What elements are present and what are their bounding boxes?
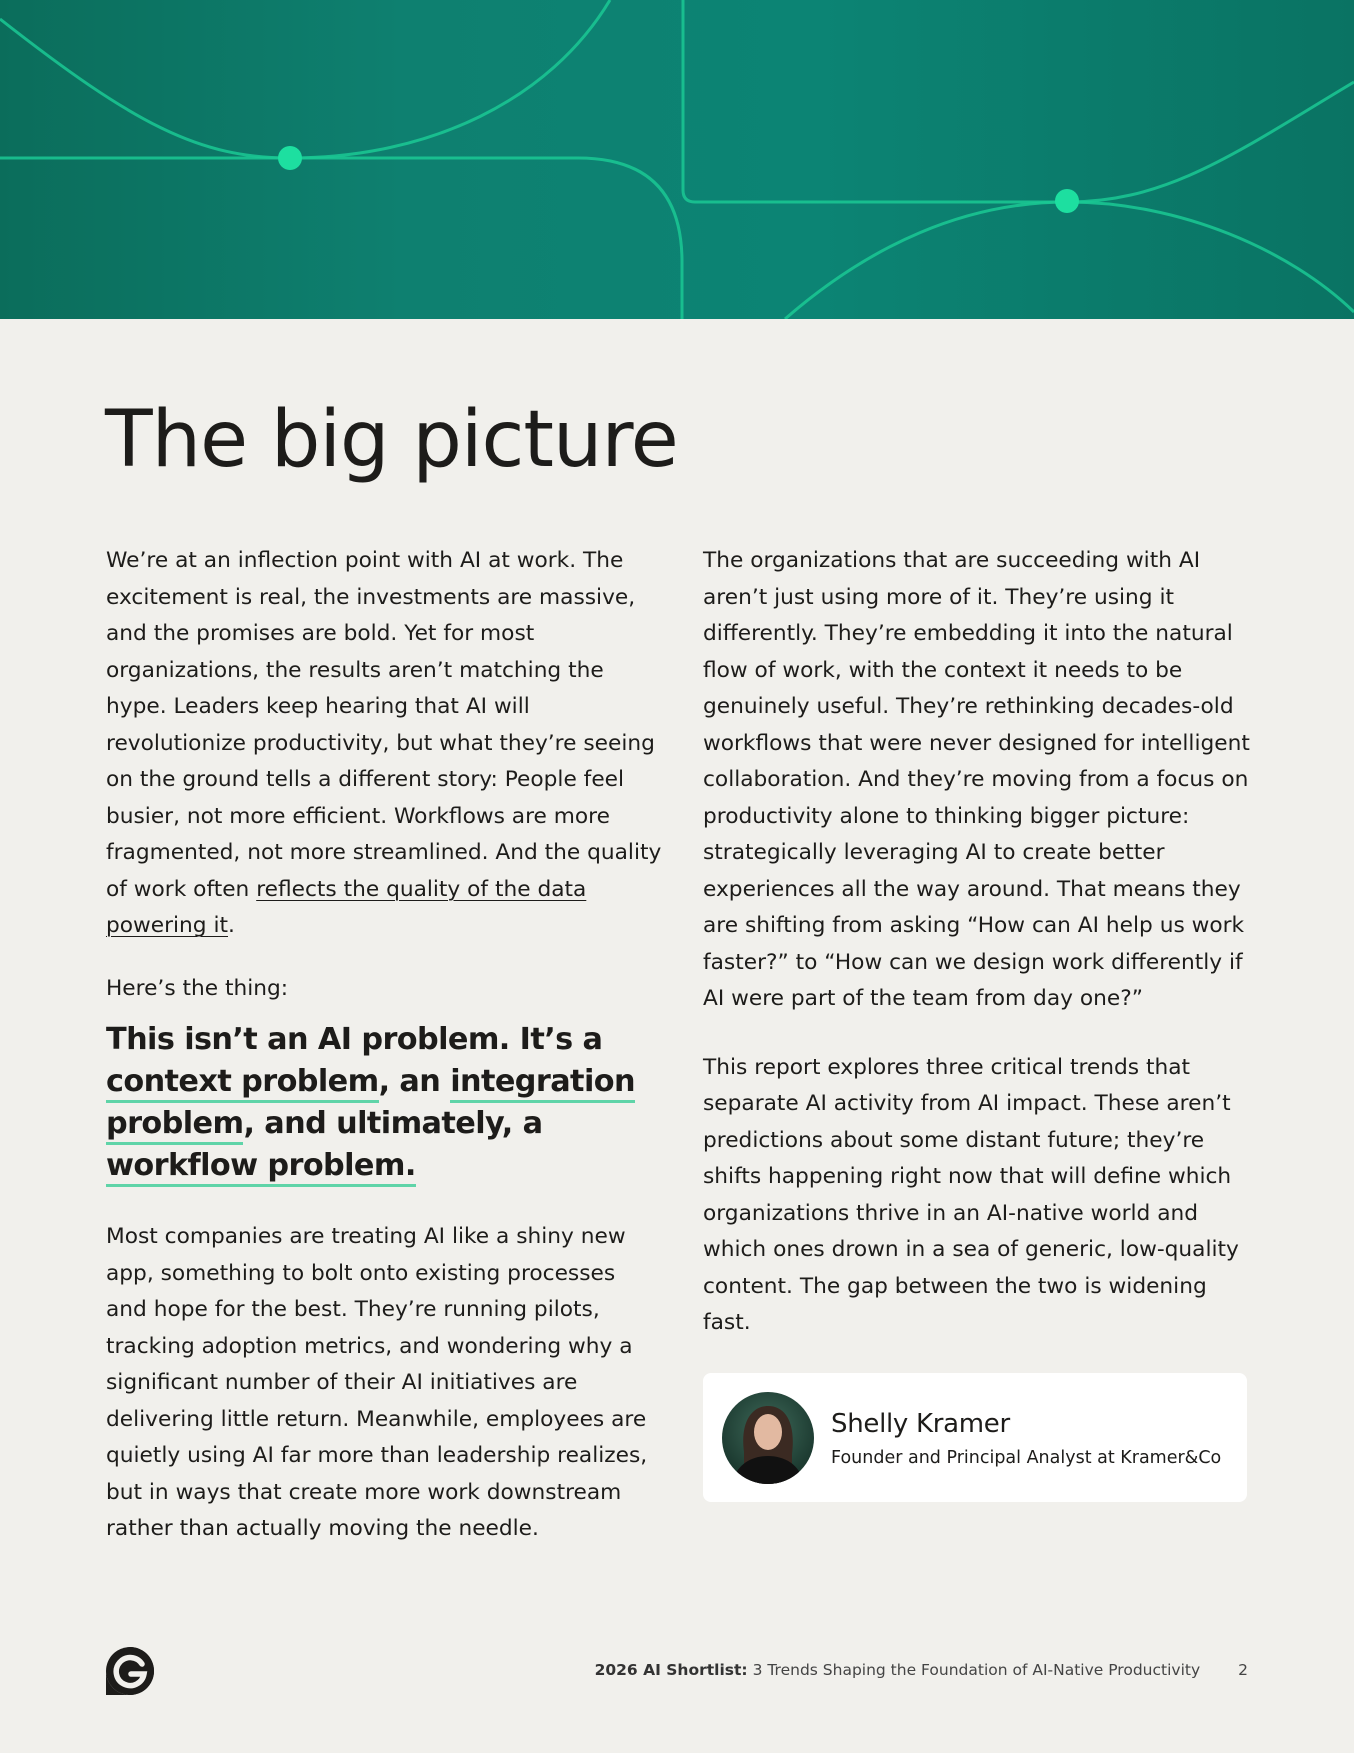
lead-in-text: Here’s the thing: (106, 975, 289, 1001)
organizations-paragraph: The organizations that are succeeding with AI aren’t just using more of it. They’re using it differently. They’re embedding it into the natural flow of work, with the context it needs to be genuinely useful. They’re rethinking decades-old workflows that were never designed for intelligent collaboration. And they’re moving from a focus on productivity alone to thinking bigger picture: strategically leveraging AI to create better experiences all the way around. That means they are shifting from asking “How can AI help us work faster?” to “How can we design work differently if AI were part of the team from day one?” (703, 548, 1250, 1011)
pull-quote-part3: , and ultimately, a (243, 1106, 543, 1141)
footer-report-title (595, 1661, 1201, 1679)
pull-quote-part2: , an (378, 1064, 451, 1099)
pull-quote (106, 1019, 662, 1187)
footer (595, 1661, 1248, 1679)
highlight-integration-problem: integration problem (106, 1064, 635, 1145)
hero-pattern (0, 0, 1354, 319)
page-number: 2 (1238, 1661, 1248, 1679)
report-paragraph: This report explores three critical trends that separate AI activity from AI impact. These aren’t predictions about some distant future; they’re shifts happening right now that will define which organizations thrive in an AI-native world and which ones drown in a sea of generic, low-quality content. The gap between the two is widening fast. (703, 1054, 1239, 1335)
pull-quote-part1: This isn’t an AI problem. It’s a (106, 1022, 603, 1057)
portrait-image (722, 1392, 814, 1484)
page-title: The big picture (105, 395, 678, 485)
hero-banner (0, 0, 1354, 319)
grammarly-logo-icon (105, 1646, 155, 1696)
footer-report-title-bold: 2026 AI Shortlist: (594, 1661, 748, 1679)
intro-paragraph (106, 543, 662, 945)
companies-paragraph: Most companies are treating AI like a shiny new app, something to bolt onto existing processes and hope for the best. They’re running pilots, tracking adoption metrics, and wondering why a significant number of their AI initiatives are delivering little return. Meanwhile, employees are quietly using AI far more than leadership realizes, but in ways that create more work downstream rather than actually moving the needle. (106, 1224, 648, 1541)
avatar (722, 1392, 814, 1484)
author-role: Founder and Principal Analyst at Kramer&Co (831, 1447, 1222, 1468)
intro-period: . (228, 913, 235, 938)
author-name: Shelly Kramer (831, 1408, 1010, 1439)
highlight-context-problem: context problem (106, 1064, 379, 1103)
highlight-workflow-problem: workflow problem. (106, 1148, 416, 1187)
data-quality-link[interactable]: reflects the quality of the data powering it (106, 876, 587, 938)
intro-text: We’re at an inflection point with AI at work. The excitement is real, the investments are massive, and the promises are bold. Yet for most organizations, the results aren’t matching the hype. Leaders keep hearing that AI will revolutionize productivity, but what they’re seeing on the ground tells a different story: People feel busier, not more efficient. Workflows are more fragmented, not more streamlined. And the quality of work often (106, 548, 662, 902)
left-column (106, 543, 662, 1548)
right-column (703, 543, 1259, 1502)
author-card (703, 1373, 1247, 1502)
footer-report-title-rest: 3 Trends Shaping the Foundation of AI-Native Productivity (747, 1661, 1201, 1679)
